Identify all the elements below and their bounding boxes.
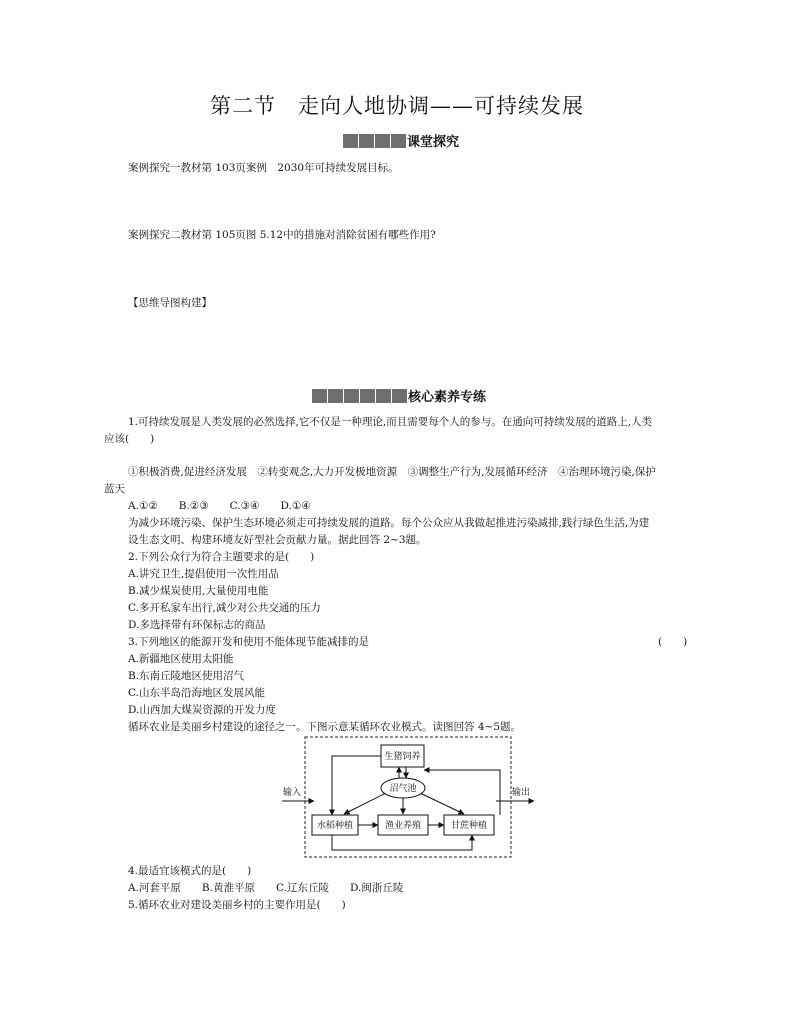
intro-2-3-line2: 设生态文明、构建环境友好型社会贡献力量。据此回答 2~3题。 — [128, 534, 427, 546]
case-one: 案例探究一教材第 103页案例 2030年可持续发展目标。 — [128, 162, 399, 174]
q4-stem: 4.最适宜该模式的是( ) — [128, 865, 252, 877]
header-block — [344, 389, 359, 403]
q3-option-b: B.东南丘陵地区使用沼气 — [128, 670, 245, 682]
intro-4-5: 循环农业是美丽乡村建设的途径之一。下图示意某循环农业模式。读图回答 4~5题。 — [128, 721, 521, 733]
section-label: 课堂探究 — [407, 135, 460, 150]
q2-option-c: C.多开私家车出行,减少对公共交通的压力 — [128, 602, 321, 614]
q3-option-a: A.新疆地区使用太阳能 — [128, 653, 234, 665]
header-block — [376, 389, 391, 403]
q2-option-b: B.减少煤炭使用,大量使用电能 — [128, 585, 269, 597]
case-two: 案例探究二教材第 105页图 5.12中的措施对消除贫困有哪些作用? — [128, 229, 436, 241]
biogas-to-rice-arrow — [344, 793, 386, 814]
label-output: 输出 — [512, 788, 531, 798]
biogas-to-sugarcane-arrow — [420, 793, 464, 814]
header-block — [391, 134, 406, 148]
rice-to-sugarcane-arrow — [332, 835, 472, 850]
label-input: 输入 — [283, 788, 302, 798]
section-header-core — [312, 386, 486, 405]
sugarcane-to-pig-arrow — [424, 770, 500, 815]
q3-answer-paren: ( ) — [658, 636, 688, 648]
header-block — [343, 134, 358, 148]
q1-options-line1: ①积极消费,促进经济发展 ②转变观念,大力开发极地资源 ③调整生产行为,发展循环经济 ④治理环境污染,保护 — [128, 466, 656, 478]
q1-options-line2: 蓝天 — [104, 483, 125, 495]
label-fish: 渔业养殖 — [384, 821, 422, 831]
q2-option-a: A.讲究卫生,提倡使用一次性用品 — [128, 568, 279, 580]
label-pig: 生猪饲养 — [384, 752, 421, 762]
label-sugarcane: 甘蔗种植 — [450, 821, 488, 831]
circular-agriculture-diagram — [278, 734, 540, 860]
q1-answers: A.①② B.②③ C.③④ D.①④ — [128, 500, 311, 512]
label-rice: 水稻种植 — [316, 821, 354, 831]
q3-option-d: D.山西加大煤炭资源的开发力度 — [128, 704, 276, 716]
q4-options: A.河套平原 B.黄淮平原 C.辽东丘陵 D.闽浙丘陵 — [128, 882, 404, 894]
q2-option-d: D.多选择带有环保标志的商品 — [128, 619, 266, 631]
header-block — [359, 134, 374, 148]
header-block — [392, 389, 407, 403]
mindmap-heading: 【思维导图构建】 — [128, 297, 212, 309]
label-biogas: 沼气池 — [389, 784, 417, 794]
intro-2-3-line1: 为减少环境污染、保护生态环境必须走可持续发展的道路。每个公众应从我做起推进污染减排,践行绿色生活,为建 — [128, 517, 650, 529]
section-header-classroom — [343, 131, 459, 150]
pig-to-rice-arrow — [332, 756, 381, 815]
header-block — [312, 389, 327, 403]
header-block — [375, 134, 390, 148]
q3-option-c: C.山东半岛沿海地区发展风能 — [128, 687, 265, 699]
q1-stem-line2: 应该( ) — [104, 433, 155, 445]
q2-stem: 2.下列公众行为符合主题要求的是( ) — [128, 551, 315, 563]
q1-stem-line1: 1.可持续发展是人类发展的必然选择,它不仅是一种理论,而且需要每个人的参与。在通向可持续发展的道路上,人类 — [128, 416, 653, 428]
q5-stem: 5.循环农业对建设美丽乡村的主要作用是( ) — [128, 899, 346, 911]
section-label: 核心素养专练 — [408, 390, 487, 405]
header-block — [360, 389, 375, 403]
q3-stem: 3.下列地区的能源开发和使用不能体现节能减排的是 — [128, 636, 370, 648]
page-title: 第二节 走向人地协调——可持续发展 — [210, 94, 584, 118]
header-block — [328, 389, 343, 403]
